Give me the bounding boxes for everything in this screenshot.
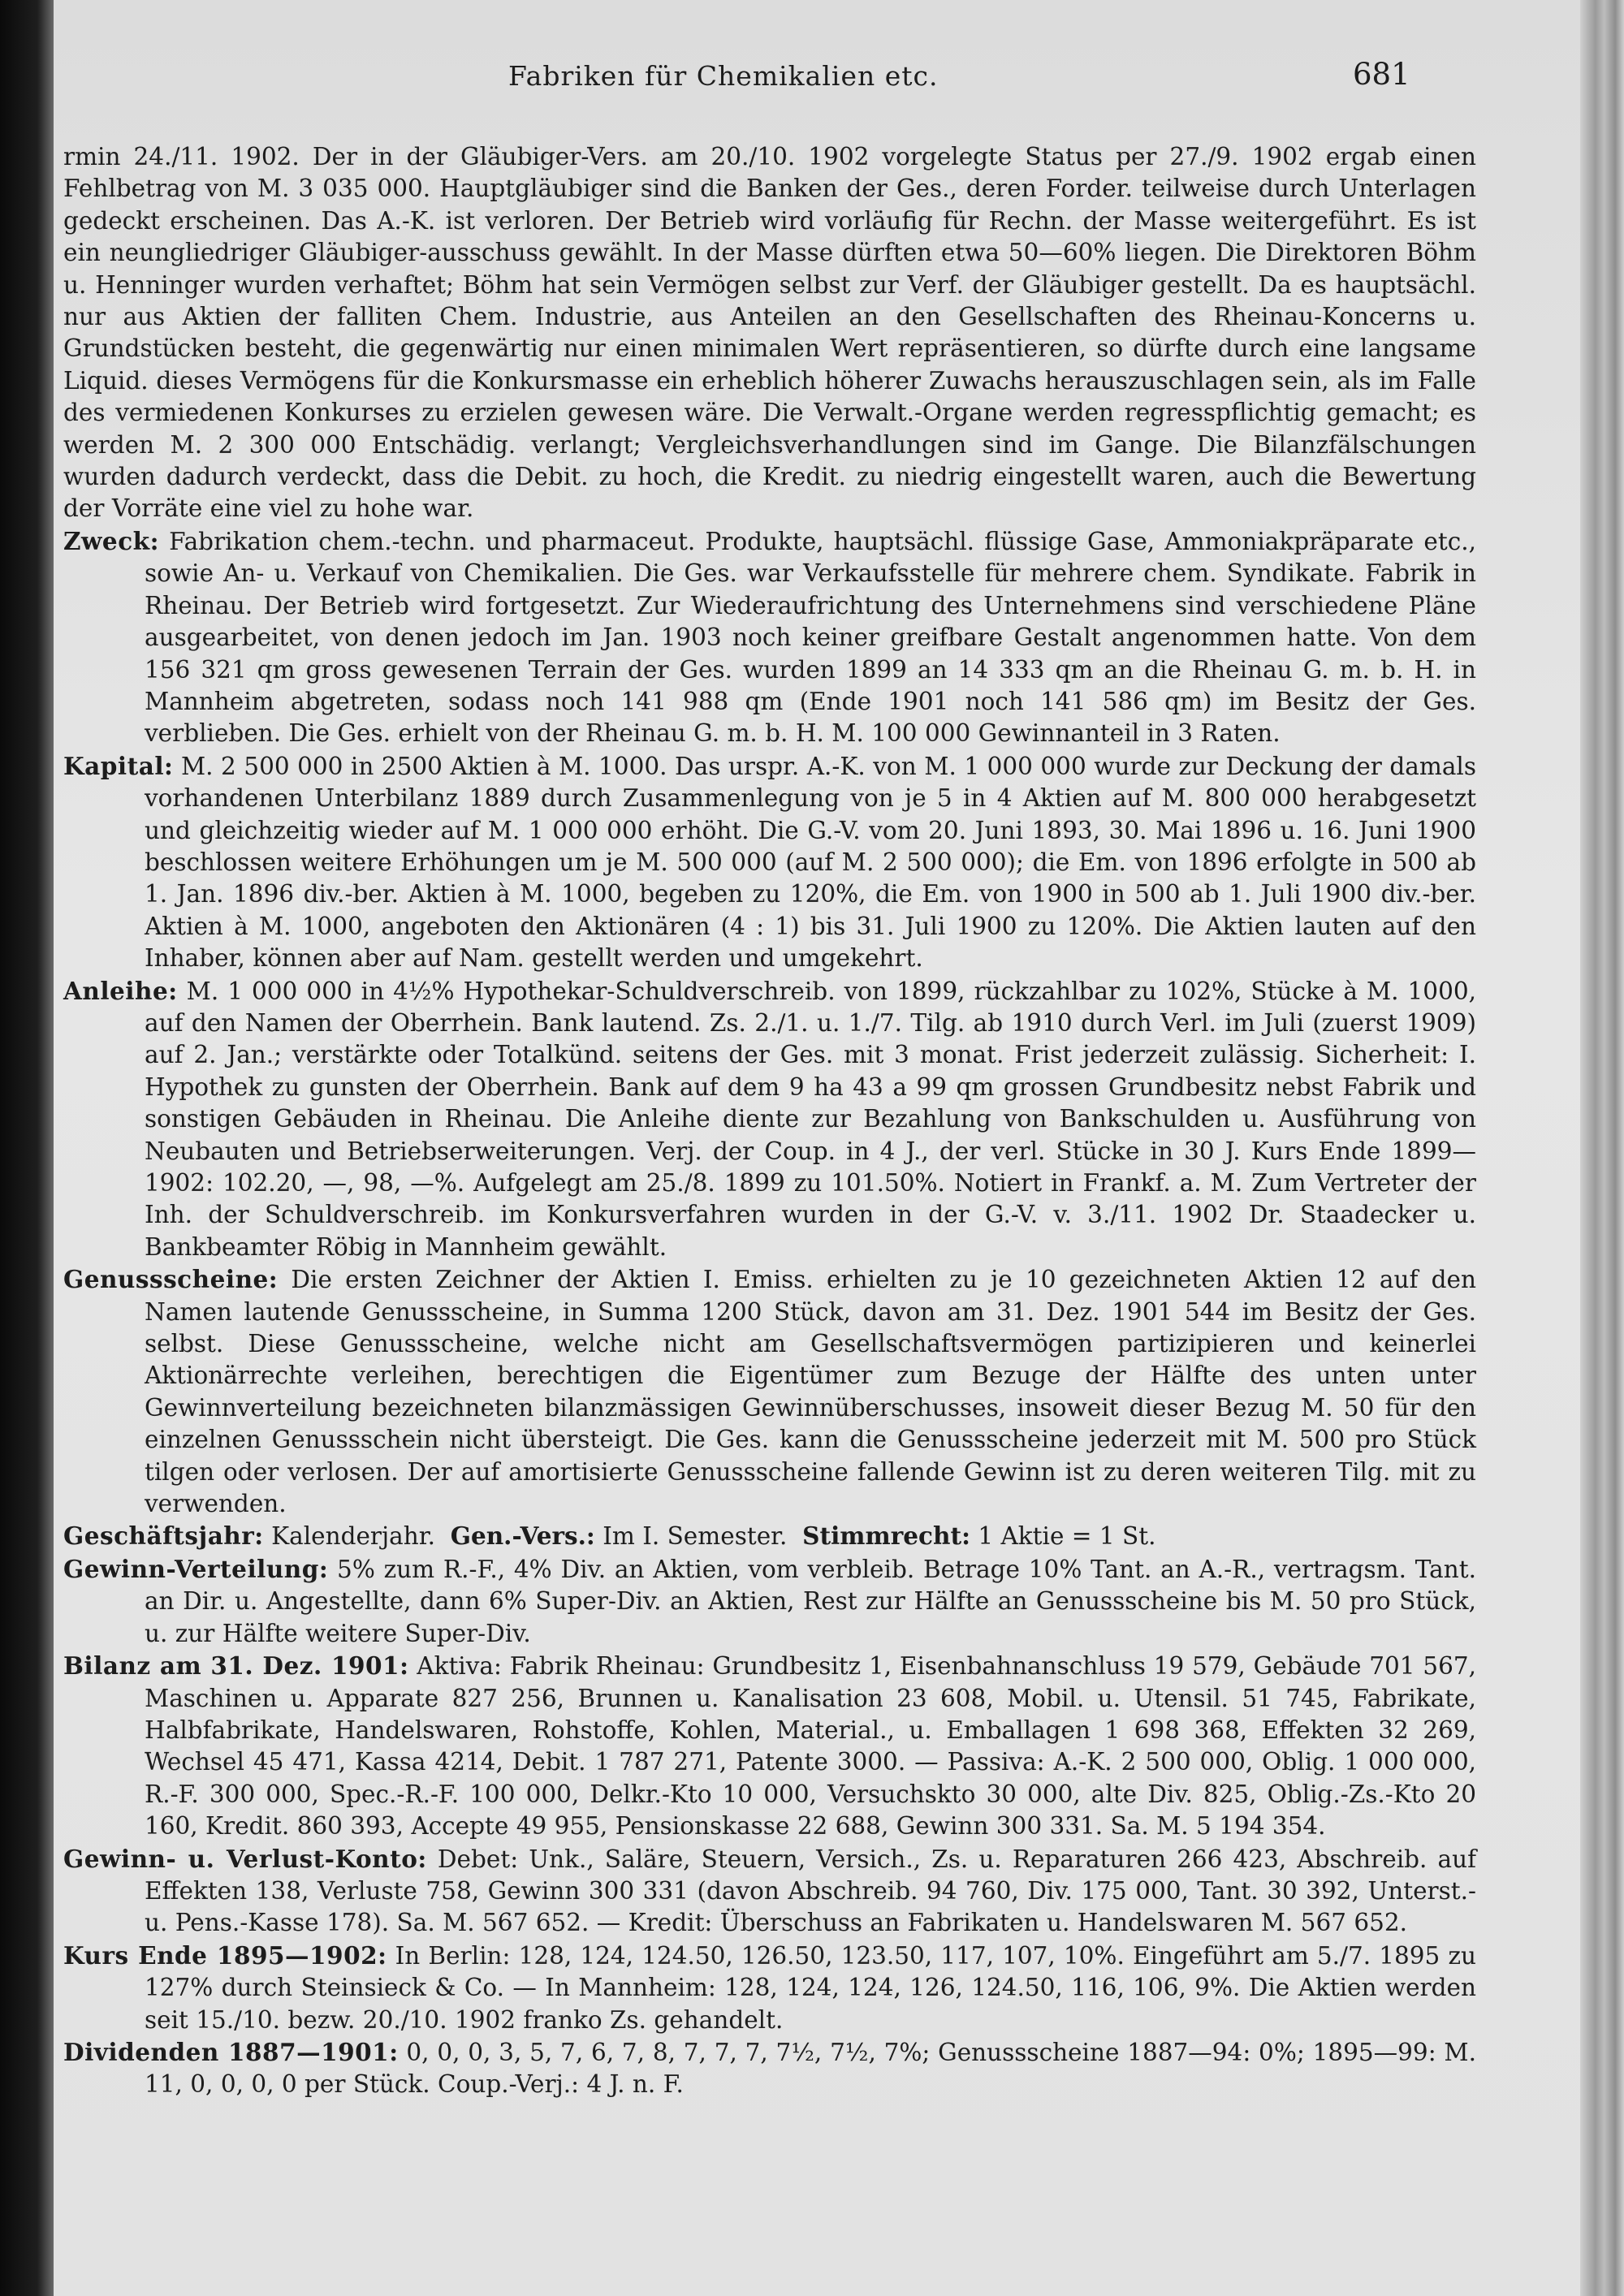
section-heading: Anleihe: bbox=[63, 976, 178, 1005]
document-page bbox=[54, 0, 1580, 2296]
section-heading: Zweck: bbox=[63, 526, 159, 555]
scan-right-edge bbox=[1580, 0, 1624, 2296]
section-heading: Genussscheine: bbox=[63, 1265, 279, 1294]
paragraph-text: 1 Aktie = 1 St. bbox=[970, 1522, 1156, 1551]
paragraph-text: 0, 0, 0, 3, 5, 7, 6, 7, 8, 7, 7, 7, 7½, 7½, 7%; Genussscheine 1887—94: 0%; 1895—99: M. 11, 0, 0, 0, 0 per Stück. Coup.-Verj.: 4 J. n. F. bbox=[145, 2038, 1476, 2099]
section-heading: Kurs Ende 1895—1902: bbox=[63, 1940, 387, 1970]
section-heading: Kapital: bbox=[63, 751, 174, 780]
paragraph-text: 5% zum R.-F., 4% Div. an Aktien, vom verbleib. Betrage 10% Tant. an A.-R., vertragsm. Tant. an Dir. u. Angestellte, dann 6% Super-Div. an Aktien, Rest zur Hälfte an Genussscheine bis M. 50 pro Stück, u. zur Hälfte weitere Super-Div. bbox=[145, 1555, 1476, 1647]
paragraph-geschaeftsjahr bbox=[63, 1520, 1476, 1552]
paragraph-anleihe bbox=[63, 975, 1476, 1264]
paragraph-genussscheine bbox=[63, 1263, 1476, 1520]
inline-heading-gen-vers: Gen.-Vers.: bbox=[450, 1521, 595, 1551]
paragraph-text: Im I. Semester. bbox=[594, 1522, 788, 1551]
paragraph-text: M. 1 000 000 in 4½% Hypothekar-Schuldverschreib. von 1899, rückzahlbar zu 102%, Stücke à M. 1000, auf den Namen der Oberrhein. Bank lautend. Zs. 2./1. u. 1./7. Tilg. ab 1910 durch Verl. im Juli (zuerst 1909) auf 2. Jan.; verstärkte oder Totalkünd. seitens der Ges. mit 3 monat. Frist jederzeit zulässig. Sicherheit: I. Hypothek zu gunsten der Oberrhein. Bank auf dem 9 ha 43 a 99 qm grossen Grundbesitz nebst Fabrik und sonstigen Gebäuden in Rheinau. Die Anleihe diente zur Bezahlung von Bankschulden u. Ausführung von Neubauten und Betriebserweiterungen. Verj. der Coup. in 4 J., der verl. Stücke in 30 J. Kurs Ende 1899—1902: 102.20, —, 98, —%. Aufgelegt am 25./8. 1899 zu 101.50%. Notiert in Frankf. a. M. Zum Vertreter der Inh. der Schuldverschreib. im Konkursverfahren wurden in der G.-V. v. 3./11. 1902 Dr. Staadecker u. Bankbeamter Röbig in Mannheim gewählt. bbox=[145, 977, 1476, 1261]
scan-left-edge bbox=[0, 0, 54, 2296]
section-heading: Geschäftsjahr: bbox=[63, 1521, 264, 1551]
paragraph-bilanz bbox=[63, 1650, 1476, 1842]
paragraph-text: M. 2 500 000 in 2500 Aktien à M. 1000. Das urspr. A.-K. von M. 1 000 000 wurde zur Deckung der damals vorhandenen Unterbilanz 1889 durch Zusammenlegung von je 5 in 4 Aktien auf M. 800 000 herabgesetzt und gleichzeitig wieder auf M. 1 000 000 erhöht. Die G.-V. vom 20. Juni 1893, 30. Mai 1896 u. 16. Juni 1900 beschlossen weitere Erhöhungen um je M. 500 000 (auf M. 2 500 000); die Em. von 1896 erfolgte in 500 ab 1. Jan. 1896 div.-ber. Aktien à M. 1000, begeben zu 120%, die Em. von 1900 in 500 ab 1. Juli 1900 div.-ber. Aktien à M. 1000, angeboten den Aktionären (4 : 1) bis 31. Juli 1900 zu 120%. Die Aktien lauten auf den Inhaber, können aber auf Nam. gestellt werden und umgekehrt. bbox=[145, 752, 1476, 973]
page-number: 681 bbox=[1353, 57, 1410, 92]
inline-heading-stimmrecht: Stimmrecht: bbox=[802, 1521, 970, 1551]
paragraph-kurs bbox=[63, 1940, 1476, 2036]
paragraph-kapital bbox=[63, 750, 1476, 975]
page-header bbox=[54, 57, 1580, 109]
section-heading: Gewinn-Verteilung: bbox=[63, 1554, 329, 1583]
paragraph-text: Debet: Unk., Saläre, Steuern, Versich., Zs. u. Reparaturen 266 423, Abschreib. auf Effekten 138, Verluste 758, Gewinn 300 331 (davon Abschreib. 94 760, Div. 175 000, Tant. 30 392, Unterst.- u. Pens.-Kasse 178). Sa. M. 567 652. — Kredit: Überschuss an Fabrikaten u. Handelswaren M. 567 652. bbox=[145, 1845, 1476, 1937]
section-heading: Dividenden 1887—1901: bbox=[63, 2037, 399, 2066]
paragraph-konkurs bbox=[63, 141, 1476, 525]
paragraph-text: Die ersten Zeichner der Aktien I. Emiss. erhielten zu je 10 gezeichneten Aktien 12 auf den Namen lautende Genussscheine, in Summa 1200 Stück, davon am 31. Dez. 1901 544 im Besitz der Ges. selbst. Diese Genussscheine, welche nicht am Gesellschaftsvermögen partizipieren und keinerlei Aktionärrechte verleihen, berechtigen die Eigentümer zum Bezuge der Hälfte des unten unter Gewinnverteilung bezeichneten bilanzmässigen Gewinnüberschusses, insoweit dieser Bezug M. 50 für den einzelnen Genussschein nicht übersteigt. Die Ges. kann die Genussscheine jederzeit mit M. 500 pro Stück tilgen oder verlosen. Der auf amortisierte Genussscheine fallende Gewinn ist zu deren weiteren Tilg. mit zu verwenden. bbox=[145, 1266, 1476, 1518]
section-heading: Bilanz am 31. Dez. 1901: bbox=[63, 1651, 409, 1681]
running-title: Fabriken für Chemikalien etc. bbox=[508, 60, 939, 92]
paragraph-text: In Berlin: 128, 124, 124.50, 126.50, 123.50, 117, 107, 10%. Eingeführt am 5./7. 1895 zu 127% durch Steinsieck & Co. — In Mannheim: 128, 124, 124, 126, 124.50, 116, 106, 9%. Die Aktien werden seit 15./10. bezw. 20./10. 1902 franko Zs. gehandelt. bbox=[145, 1941, 1476, 2034]
paragraph-text: rmin 24./11. 1902. Der in der Gläubiger-Vers. am 20./10. 1902 vorgelegte Status per 27./9. 1902 ergab einen Fehlbetrag von M. 3 035 000. Hauptgläubiger sind die Banken der Ges., deren Forder. teilweise durch Unterlagen gedeckt erscheinen. Das A.-K. ist verloren. Der Betrieb wird vorläufig für Rechn. der Masse weitergeführt. Es ist ein neungliedriger Gläubiger-ausschuss gewählt. In der Masse dürften etwa 50—60% liegen. Die Direktoren Böhm u. Henninger wurden verhaftet; Böhm hat sein Vermögen selbst zur Verf. der Gläubiger gestellt. Da es hauptsächl. nur aus Aktien der falliten Chem. Industrie, aus Anteilen an den Gesellschaften des Rheinau-Koncerns u. Grundstücken besteht, die gegenwärtig nur einen minimalen Wert repräsentieren, so dürfte durch eine langsame Liquid. dieses Vermögens für die Konkursmasse ein erheblich höherer Zuwachs herauszuschlagen sein, als im Falle des vermiedenen Konkurses zu erzielen gewesen wäre. Die Verwalt.-Organe werden regresspflichtig gemacht; es werden M. 2 300 000 Entschädig. verlangt; Vergleichsverhandlungen sind im Gange. Die Bilanzfälschungen wurden dadurch verdeckt, dass die Debit. zu hoch, die Kredit. zu niedrig eingestellt waren, auch die Bewertung der Vorräte eine viel zu hohe war. bbox=[63, 143, 1476, 523]
paragraph-text: Aktiva: Fabrik Rheinau: Grundbesitz 1, Eisenbahnanschluss 19 579, Gebäude 701 567, Maschinen u. Apparate 827 256, Brunnen u. Kanalisation 23 608, Mobil. u. Utensil. 51 745, Fabrikate, Halbfabrikate, Handelswaren, Rohstoffe, Kohlen, Material., u. Emballagen 1 698 368, Effekten 32 269, Wechsel 45 471, Kassa 4214, Debit. 1 787 271, Patente 3000. — Passiva: A.-K. 2 500 000, Oblig. 1 000 000, R.-F. 300 000, Spec.-R.-F. 100 000, Delkr.-Kto 10 000, Versuchskto 30 000, alte Div. 825, Oblig.-Zs.-Kto 20 160, Kredit. 860 393, Accepte 49 955, Pensionskasse 22 688, Gewinn 300 331. Sa. M. 5 194 354. bbox=[145, 1652, 1476, 1841]
section-heading: Gewinn- u. Verlust-Konto: bbox=[63, 1844, 427, 1873]
paragraph-gewinn-verlust bbox=[63, 1843, 1476, 1940]
paragraph-gewinn-verteilung bbox=[63, 1553, 1476, 1650]
paragraph-text: Kalenderjahr. bbox=[263, 1522, 435, 1551]
paragraph-text: Fabrikation chem.-techn. und pharmaceut. Produkte, hauptsächl. flüssige Gase, Ammoniakpräparate etc., sowie An- u. Verkauf von Chemikalien. Die Ges. war Verkaufsstelle für mehrere chem. Syndikate. Fabrik in Rheinau. Der Betrieb wird fortgesetzt. Zur Wiederaufrichtung des Unternehmens sind verschiedene Pläne ausgearbeitet, von denen jedoch im Jan. 1903 noch keiner greifbare Gestalt angenommen hatte. Von dem 156 321 qm gross gewesenen Terrain der Ges. wurden 1899 an 14 333 qm an die Rheinau G. m. b. H. in Mannheim abgetreten, sodass noch 141 988 qm (Ende 1901 noch 141 586 qm) im Besitz der Ges. verblieben. Die Ges. erhielt von der Rheinau G. m. b. H. M. 100 000 Gewinnanteil in 3 Raten. bbox=[145, 527, 1476, 748]
paragraph-zweck bbox=[63, 525, 1476, 750]
page-body bbox=[63, 141, 1476, 2101]
paragraph-dividenden bbox=[63, 2036, 1476, 2101]
